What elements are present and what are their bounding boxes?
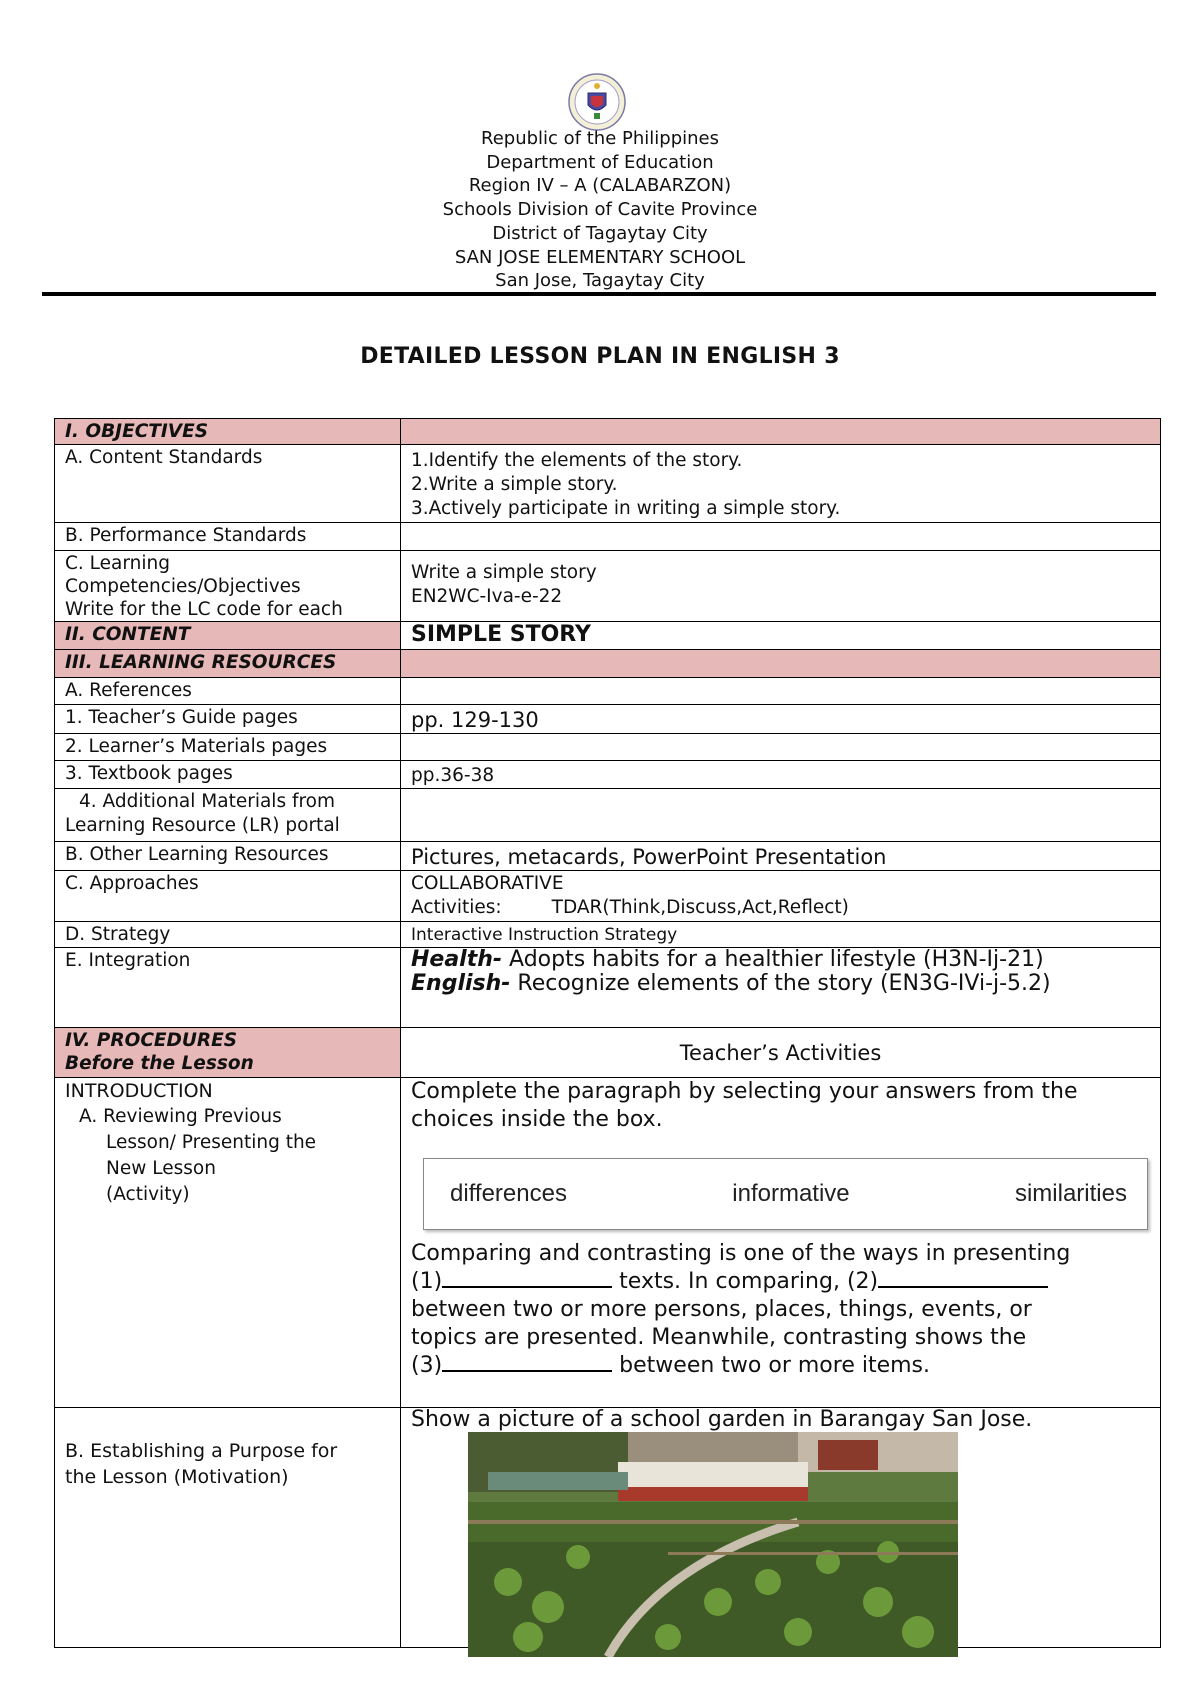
review-line: A. Reviewing Previous	[79, 1106, 282, 1127]
content-heading: II. CONTENT	[55, 622, 401, 650]
header-line: District of Tagaytay City	[492, 222, 708, 244]
additional-materials-line: Learning Resource (LR) portal	[65, 815, 340, 836]
header-line: San Jose, Tagaytay City	[495, 270, 705, 292]
references-value	[401, 678, 1161, 705]
content-value: SIMPLE STORY	[401, 622, 1161, 650]
paragraph-line	[411, 1268, 1150, 1296]
english-text: Recognize elements of the story (EN3G-IVi-j-5.2)	[510, 971, 1051, 996]
review-line: New Lesson	[106, 1158, 216, 1179]
lc-label-line: Write for the LC code for each	[65, 599, 343, 620]
paragraph-text: between two or more items.	[612, 1353, 931, 1378]
approaches-value	[401, 871, 1161, 922]
additional-materials-label	[55, 789, 401, 842]
document-title: DETAILED LESSON PLAN IN ENGLISH 3	[360, 344, 840, 369]
approach-name: COLLABORATIVE	[411, 873, 564, 894]
answer-blank-2[interactable]	[878, 1268, 1048, 1288]
choices-box	[423, 1158, 1148, 1230]
learners-materials-value	[401, 734, 1161, 761]
lc-code: EN2WC-Iva-e-22	[411, 586, 563, 607]
choice-word: differences	[450, 1180, 567, 1207]
paragraph-text: texts. In comparing, (2)	[612, 1269, 879, 1294]
strategy-label: D. Strategy	[55, 922, 401, 948]
lc-label-line: C. Learning	[65, 553, 170, 574]
purpose-instruction: Show a picture of a school garden in Barangay San Jose.	[411, 1407, 1033, 1432]
performance-standards-label: B. Performance Standards	[55, 523, 401, 551]
purpose-line: B. Establishing a Purpose for	[65, 1440, 338, 1462]
header-line: Republic of the Philippines	[481, 128, 719, 149]
answer-blank-1[interactable]	[442, 1268, 612, 1288]
health-text: Adopts habits for a healthier lifestyle (H3N-Ij-21)	[502, 947, 1044, 972]
blank-number: (1)	[411, 1269, 443, 1294]
health-label: Health-	[411, 947, 503, 972]
paragraph-line: topics are presented. Meanwhile, contrasting shows the	[411, 1325, 1027, 1350]
textbook-pages-value: pp.36-38	[401, 761, 1161, 789]
header-line: SAN JOSE ELEMENTARY SCHOOL	[454, 246, 746, 268]
choice-word: similarities	[1014, 1180, 1127, 1207]
learning-competencies-value	[401, 551, 1161, 622]
objective-item: 2.Write a simple story.	[411, 474, 618, 495]
integration-english	[411, 972, 1150, 996]
english-label: English-	[411, 971, 511, 996]
deped-seal-icon	[568, 73, 626, 131]
lc-label-line: Competencies/Objectives	[65, 576, 301, 597]
header-line: Department of Education	[486, 151, 714, 173]
header-line: Region IV – A (CALABARZON)	[468, 175, 732, 197]
activities-value: TDAR(Think,Discuss,Act,Reflect)	[551, 897, 849, 918]
objectives-value	[401, 419, 1161, 445]
teachers-guide-value: pp. 129-130	[401, 705, 1161, 734]
performance-standards-value	[401, 523, 1161, 551]
teacher-activities-heading: Teacher’s Activities	[401, 1028, 1161, 1078]
choice-word: informative	[732, 1180, 850, 1207]
paragraph-line: Comparing and contrasting is one of the ways in presenting	[411, 1241, 1071, 1266]
references-label: A. References	[55, 678, 401, 705]
procedures-title: IV. PROCEDURES	[65, 1030, 238, 1051]
answer-blank-3[interactable]	[442, 1352, 612, 1372]
before-lesson-label: Before the Lesson	[65, 1053, 254, 1074]
learning-competencies-label	[55, 551, 401, 622]
introduction-title: INTRODUCTION	[65, 1080, 213, 1102]
integration-label: E. Integration	[55, 948, 401, 1028]
integration-value	[401, 948, 1161, 1028]
header-line: Schools Division of Cavite Province	[442, 199, 758, 221]
approach-activities	[411, 896, 1150, 920]
objective-item: 3.Actively participate in writing a simple story.	[411, 498, 841, 519]
school-header	[0, 127, 1200, 293]
strategy-value: Interactive Instruction Strategy	[401, 922, 1161, 948]
purpose-line: the Lesson (Motivation)	[65, 1466, 289, 1488]
activities-label: Activities:	[411, 897, 502, 918]
introduction-label	[55, 1078, 401, 1408]
paragraph-line	[411, 1352, 1150, 1380]
learners-materials-label: 2. Learner’s Materials pages	[55, 734, 401, 761]
integration-health	[411, 948, 1150, 972]
paragraph-line: between two or more persons, places, things, events, or	[411, 1297, 1032, 1322]
blank-number: (3)	[411, 1353, 443, 1378]
garden-photo	[468, 1432, 958, 1657]
content-standards-value	[401, 445, 1161, 523]
learning-resources-value	[401, 650, 1161, 678]
review-instruction: Complete the paragraph by selecting your answers from the choices inside the box.	[411, 1079, 1078, 1132]
other-resources-value: Pictures, metacards, PowerPoint Presentation	[401, 842, 1161, 871]
textbook-pages-label: 3. Textbook pages	[55, 761, 401, 789]
purpose-label	[55, 1408, 401, 1648]
lc-value-line: Write a simple story	[411, 562, 597, 583]
objective-item: 1.Identify the elements of the story.	[411, 450, 743, 471]
learning-resources-heading: III. LEARNING RESOURCES	[55, 650, 401, 678]
review-line: (Activity)	[106, 1184, 190, 1205]
procedures-heading	[55, 1028, 401, 1078]
review-activity	[401, 1078, 1161, 1408]
objectives-heading: I. OBJECTIVES	[55, 419, 401, 445]
teachers-guide-label: 1. Teacher’s Guide pages	[55, 705, 401, 734]
review-line: Lesson/ Presenting the	[106, 1132, 317, 1153]
approaches-label: C. Approaches	[55, 871, 401, 922]
additional-materials-line: 4. Additional Materials from	[79, 791, 336, 812]
other-resources-label: B. Other Learning Resources	[55, 842, 401, 871]
header-divider	[42, 292, 1156, 296]
additional-materials-value	[401, 789, 1161, 842]
content-standards-label: A. Content Standards	[55, 445, 401, 523]
